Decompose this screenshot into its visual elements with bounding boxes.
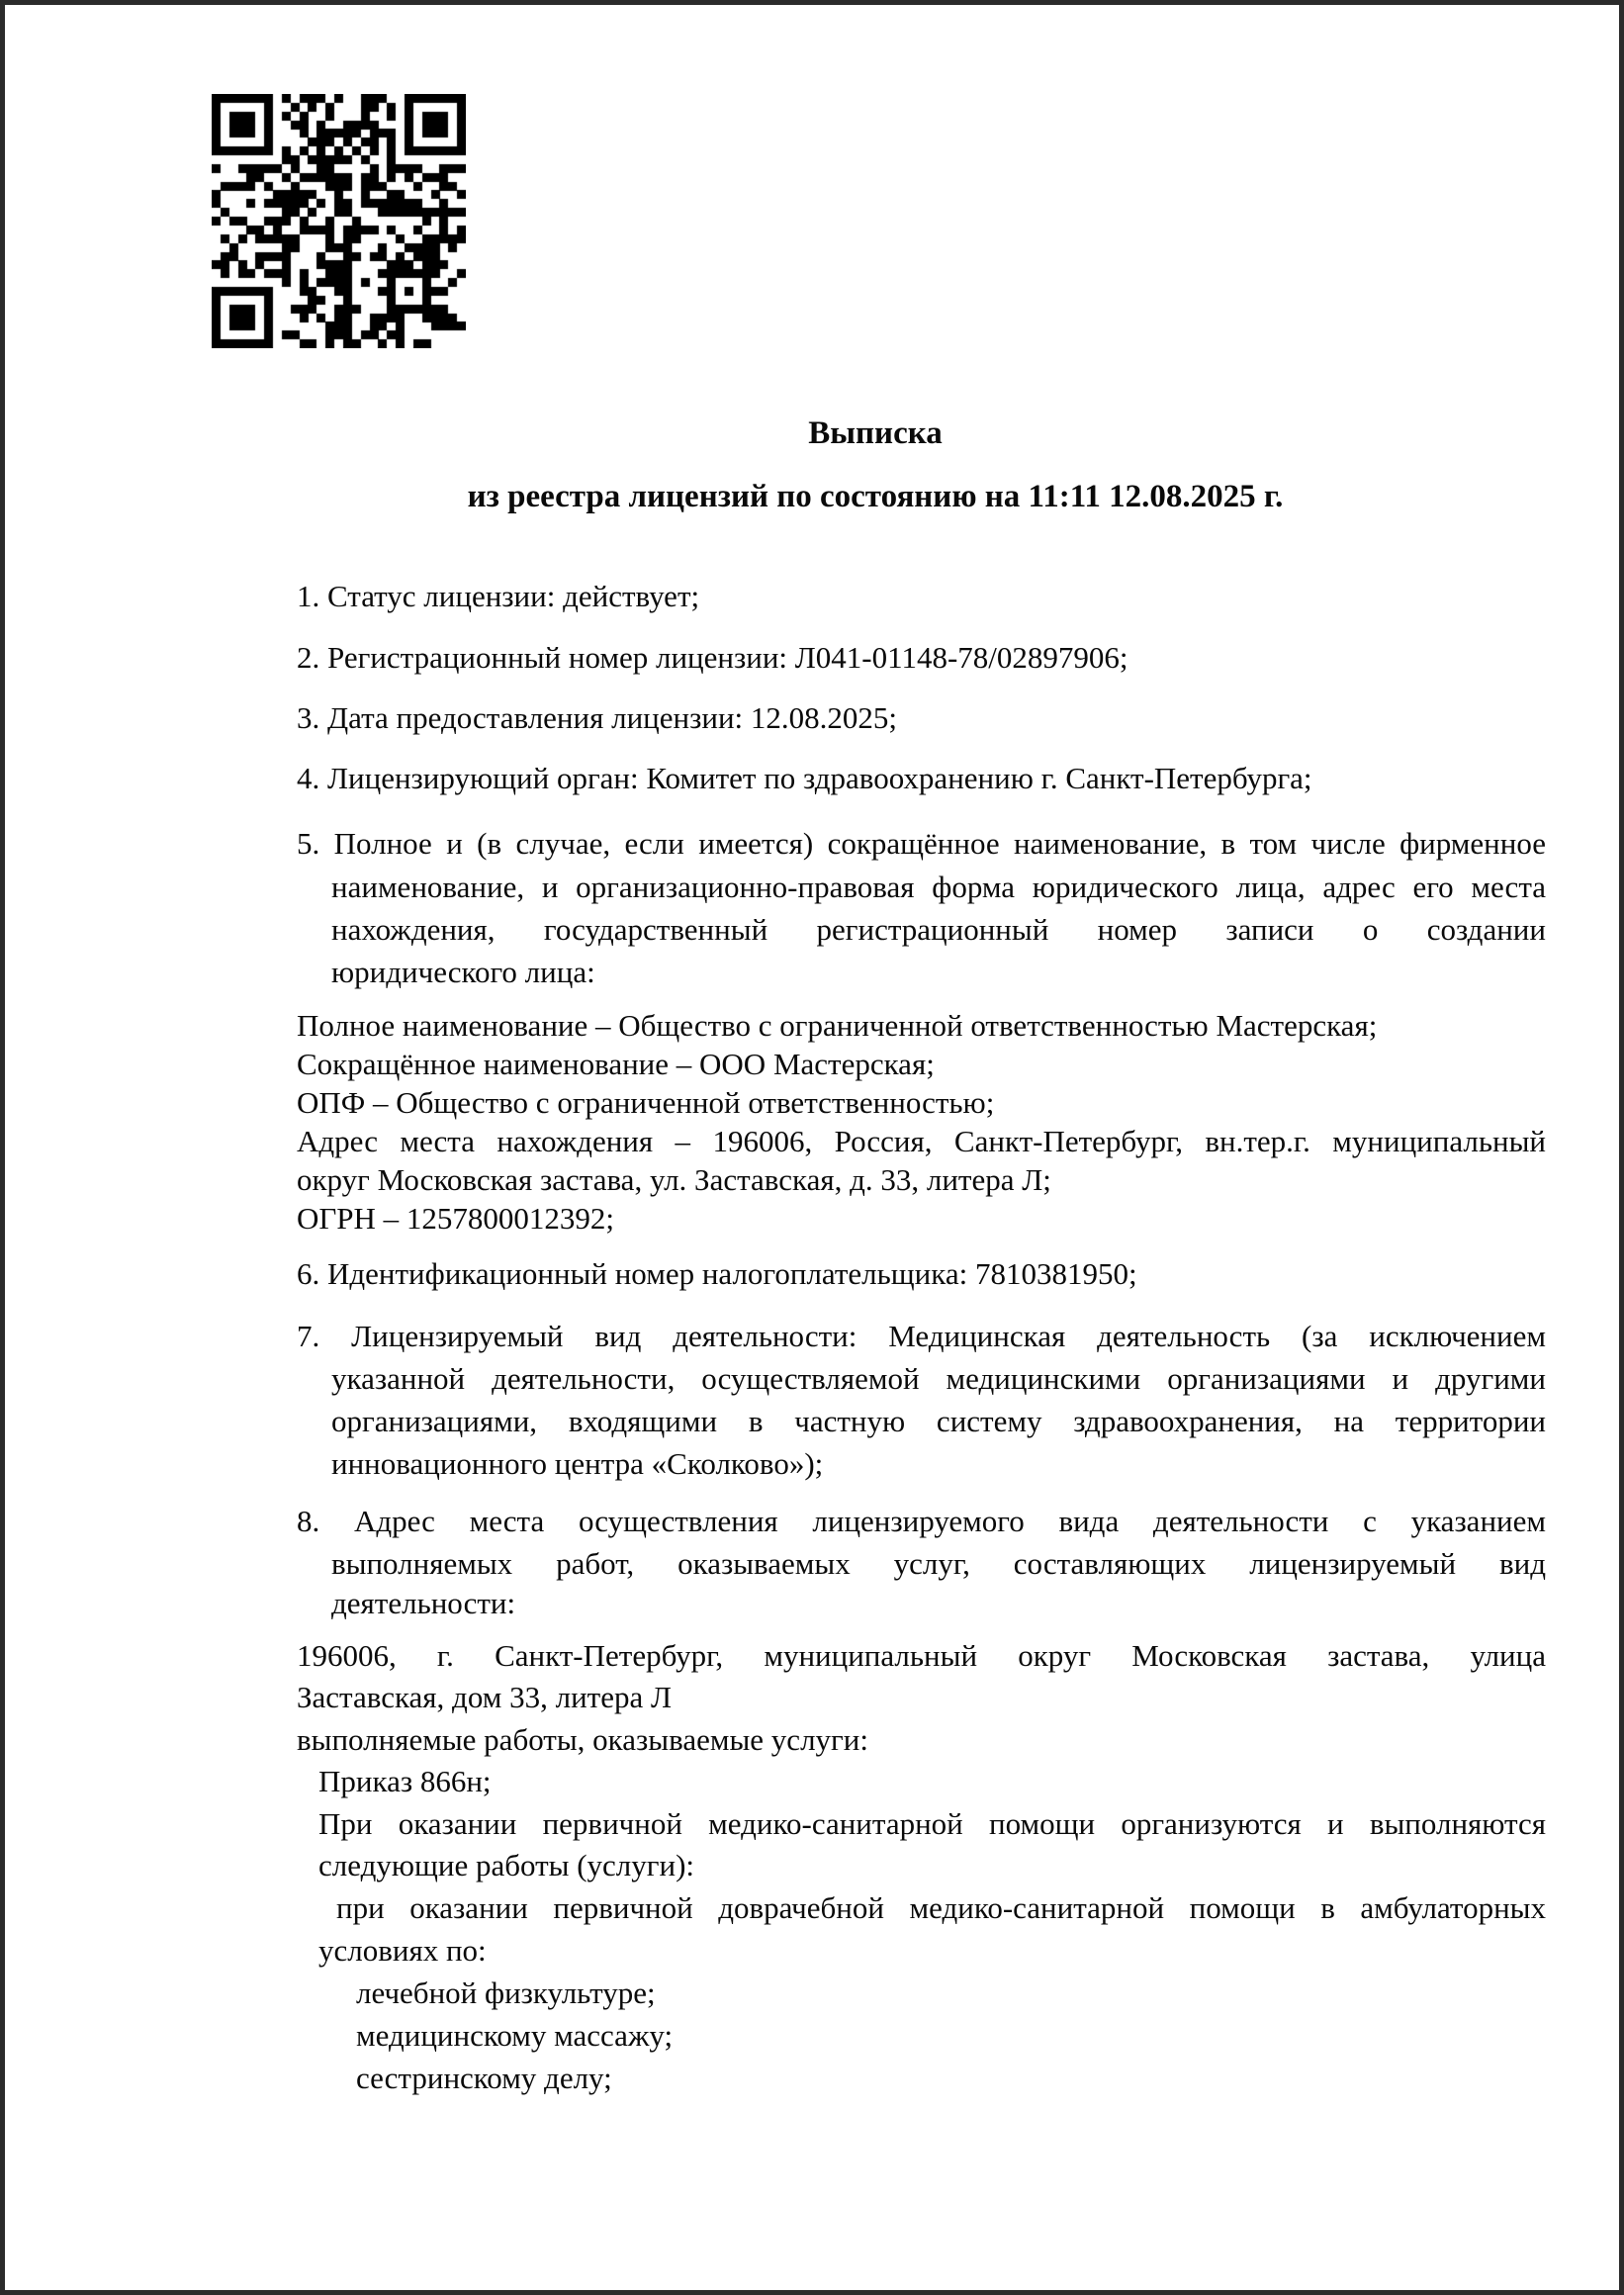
document-line: Адрес места нахождения – 196006, Россия, Санкт-Петербург, вн.тер.г. муниципальный xyxy=(297,1124,1546,1158)
document-line: выполняемые работы, оказываемые услуги: xyxy=(297,1722,868,1757)
qr-code xyxy=(212,94,466,348)
page-subtitle: из реестра лицензий по состоянию на 11:11 12.08.2025 г. xyxy=(467,479,1284,514)
document-line: нахождения, государственный регистрационный номер записи о создании xyxy=(331,912,1546,947)
document-line: При оказании первичной медико-санитарной помощи организуются и выполняются xyxy=(318,1806,1546,1841)
document-line: 5. Полное и (в случае, если имеется) сокращённое наименование, в том числе фирменное xyxy=(297,826,1546,861)
document-line: условиях по: xyxy=(318,1933,487,1968)
document-line: Приказ 866н; xyxy=(318,1764,492,1798)
document-line: ОГРН – 1257800012392; xyxy=(297,1201,615,1236)
document-line: сестринскому делу; xyxy=(356,2061,612,2095)
document-line: 4. Лицензирующий орган: Комитет по здравоохранению г. Санкт-Петербурга; xyxy=(297,761,1312,795)
document-line: 2. Регистрационный номер лицензии: Л041-01148-78/02897906; xyxy=(297,640,1128,675)
document-line: 196006, г. Санкт-Петербург, муниципальный округ Московская застава, улица xyxy=(297,1638,1546,1673)
document-line: Заставская, дом 33, литера Л xyxy=(297,1680,673,1714)
document-line: указанной деятельности, осуществляемой медицинскими организациями и другими xyxy=(331,1361,1546,1396)
document-line: наименование, и организационно-правовая форма юридического лица, адрес его места xyxy=(331,870,1546,904)
page-title: Выписка xyxy=(808,415,943,451)
document-line: 7. Лицензируемый вид деятельности: Медицинская деятельность (за исключением xyxy=(297,1319,1546,1353)
document-line: округ Московская застава, ул. Заставская, д. 33, литера Л; xyxy=(297,1162,1051,1197)
document-line: 1. Статус лицензии: действует; xyxy=(297,579,700,613)
document-line: 3. Дата предоставления лицензии: 12.08.2025; xyxy=(297,700,898,735)
document-line: ОПФ – Общество с ограниченной ответственностью; xyxy=(297,1085,995,1120)
document-line: деятельности: xyxy=(331,1586,516,1620)
document-line: юридического лица: xyxy=(331,955,595,989)
document-line: следующие работы (услуги): xyxy=(318,1848,695,1882)
document-line: Полное наименование – Общество с ограниченной ответственностью Мастерская; xyxy=(297,1008,1378,1043)
document-line: инновационного центра «Сколково»); xyxy=(331,1446,824,1481)
document-line: 8. Адрес места осуществления лицензируемого вида деятельности с указанием xyxy=(297,1504,1546,1538)
document-line: организациями, входящими в частную систему здравоохранения, на территории xyxy=(331,1404,1546,1438)
document-line: выполняемых работ, оказываемых услуг, составляющих лицензируемый вид xyxy=(331,1546,1546,1581)
document-line: 6. Идентификационный номер налогоплательщика: 7810381950; xyxy=(297,1256,1137,1291)
document-line: медицинскому массажу; xyxy=(356,2018,674,2053)
document-line: лечебной физкультуре; xyxy=(356,1975,656,2010)
document-line: при оказании первичной доврачебной медико-санитарной помощи в амбулаторных xyxy=(336,1890,1546,1925)
document-line: Сокращённое наименование – ООО Мастерская; xyxy=(297,1047,935,1081)
